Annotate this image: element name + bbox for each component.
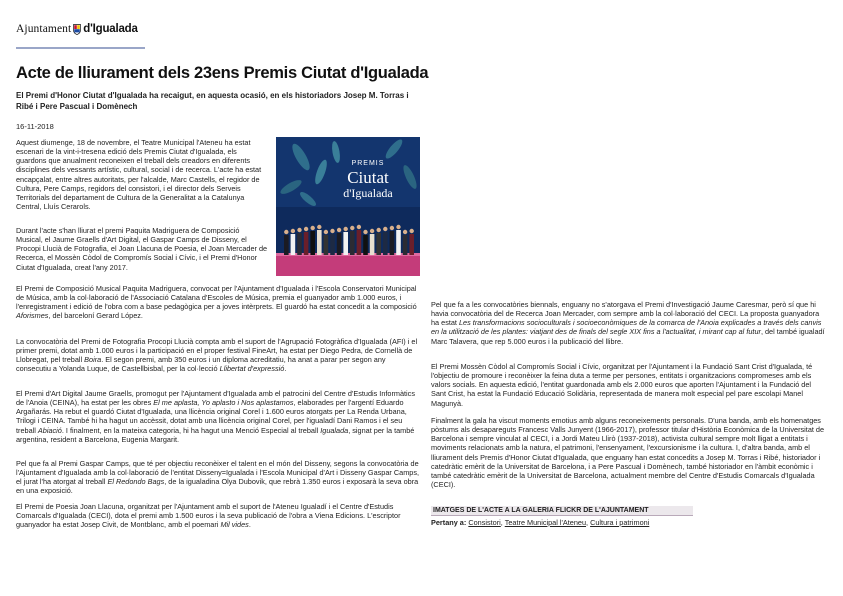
photo-banner-line3: d'Igualada	[343, 186, 393, 200]
photo-person-head	[344, 227, 348, 231]
logo-text-ajuntament: Ajuntament	[16, 23, 72, 35]
photo-person-body	[291, 234, 296, 255]
photo-person-head	[291, 229, 295, 233]
article-paragraph: Finalment la gala ha viscut moments emotius amb alguns reconeixements personals. D'una banda, amb els homenatges pòstums als desapareguts Francesc Valls Junyent (1966-2017), professor titular d'Història Econòmica de la Universitat de Barcelona i sempre vinculat al CECI, i a Jordi Mateu Llirò (1937-2018), activista cultural sempre molt lligat a entitats i moviments relacionats amb la natura, el patrimoni, l'ensenyament, l'excursionisme i la cultura. I, d'altra banda, amb el lliurament dels Premis d'Honor Ciutat d'Igualada, que enguany han estat concedits a Josep M. Torras i Ribé, historiador i catedràtic emèrit de la Universitat de Barcelona, i a Pere Pascual i Domènech, també historiador en l'àmbit econòmic i també catedràtic emèrit de la Universitat de Barcelona, actualment membre del Centre d'Estudis Comarcals d'Igualada (CECI).	[431, 416, 825, 490]
photo-person-head	[390, 226, 394, 230]
photo-person-body	[376, 233, 381, 255]
photo-person-body	[304, 232, 309, 255]
photo-person-body	[343, 232, 348, 255]
photo-banner-line2: Ciutat	[347, 168, 389, 187]
photo-person-body	[370, 234, 375, 255]
photo-person-body	[324, 235, 329, 255]
photo-person-body	[363, 235, 368, 255]
photo-person-head	[357, 225, 361, 229]
photo-person-head	[311, 226, 315, 230]
photo-person-body	[350, 231, 355, 255]
tag-link-teatre[interactable]: Teatre Municipal l'Ateneu	[504, 518, 587, 527]
category-tags: Pertany a: Consistori, Teatre Municipal l'Ateneu, Cultura i patrimoni	[431, 518, 650, 527]
photo-person-head	[324, 230, 328, 234]
article-paragraph: Pel que fa a les convocatòries biennals, enguany no s'atorgava el Premi d'Investigació Jaume Caresmar, però sí que hi havia convocatòria del de Recerca Joan Mercader, com sempre amb la col·laboració del CECI. La proposta guanyadora ha estat Les transformacions socioculturals i socioeconòmiques de la comarca de l'Anoia explicades a través dels canvis en la utilització de les plantes: viatjant des de finals del segle XIX fins a l'actualitat, i mirant cap al futur, del també igualadí Marc Talavera, que rep 5.000 euros i la publicació del llibre.	[431, 300, 825, 346]
photo-person-head	[297, 228, 301, 232]
photo-person-body	[310, 231, 315, 255]
photo-person-body	[284, 235, 289, 255]
header-divider	[16, 47, 145, 49]
photo-person-head	[350, 226, 354, 230]
logo-text-igualada: d'Igualada	[83, 23, 138, 35]
site-logo[interactable]	[16, 22, 138, 36]
article-paragraph: Pel que fa al Premi Gaspar Camps, que té per objectiu reconèixer el talent en el món del Disseny, segons la convocatòria de l'Ajuntament d'Igualada amb la col·laboració de l'entitat Disseny=Igualada i l'Escola Municipal d'Art i Disseny Gaspar Camps, el jurat l'ha atorgat al treball El Redondo Bags, de la igualadina Olya Dubovik, que rebrà 1.350 euros i exposarà la seva obra en una exposició.	[16, 459, 420, 496]
tag-link-cultura[interactable]: Cultura i patrimoni	[590, 518, 650, 527]
photo-person-body	[297, 233, 302, 255]
photo-person-head	[377, 228, 381, 232]
article-date: 16-11-2018	[16, 122, 54, 131]
photo-person-head	[383, 227, 387, 231]
photo-person-head	[317, 225, 321, 229]
photo-person-body	[390, 231, 395, 255]
article-paragraph: El Premi de Poesia Joan Llacuna, organitzat per l'Ajuntament amb el suport de l'Ateneu Igualadí i el Centre d'Estudis Comarcals d'Igualada (CECI), dota el premi amb 1.500 euros i la seva publicació de l'obra a Viena Edicions. L'escriptor guanyador ha estat Josep Civit, de Montblanc, amb el poemari Mil vides.	[16, 502, 401, 530]
photo-person-body	[357, 230, 362, 255]
photo-person-body	[317, 230, 322, 255]
photo-person-body	[403, 235, 408, 255]
photo-person-head	[304, 227, 308, 231]
photo-person-head	[330, 229, 334, 233]
flickr-gallery-link[interactable]: IMATGES DE L'ACTE A LA GALERIA FLICKR DE L'AJUNTAMENT	[431, 506, 693, 516]
photo-banner-line1: PREMIS	[351, 160, 385, 167]
photo-person-head	[284, 230, 288, 234]
photo-person-head	[363, 230, 367, 234]
photo-person-head	[410, 229, 414, 233]
article-paragraph: Durant l'acte s'han lliurat el premi Paquita Madriguera de Composició Musical, el Jaume Graells d'Art Digital, el Gaspar Camps de Disseny, el Procopi Llucià de Fotografia, el Joan Llacuna de Poesia, el Joan Mercader de Recerca, el Mossèn Còdol de Compromís Social i Cívic, i el Premi d'Honor Ciutat d'Igualada, creat l'any 2017.	[16, 226, 268, 272]
article-paragraph: El Premi Mossèn Còdol al Compromís Social i Cívic, organitzat per l'Ajuntament i la Fundació Sant Crist d'Igualada, té l'objectiu de promoure i reconèixer la feina duta a terme per persones, entitats i organitzacions compromeses amb els valors socials. En aquesta edició, l'entitat guardonada amb els 2.000 euros que aporten l'Ajuntament i la Fundació del Sant Crist, ha estat la Fundació Educació Solidària, representada de manera molt especial pel pare escolapi Manel Magunyà.	[431, 362, 813, 408]
photo-person-body	[409, 234, 414, 255]
photo-person-head	[370, 229, 374, 233]
tags-prefix: Pertany a:	[431, 518, 467, 527]
photo-person-body	[337, 233, 342, 255]
tag-link-consistori[interactable]: Consistori	[468, 518, 501, 527]
photo-person-head	[396, 225, 400, 229]
photo-person-body	[330, 234, 335, 255]
photo-person-body	[396, 230, 401, 255]
article-paragraph: El Premi d'Art Digital Jaume Graells, promogut per l'Ajuntament d'Igualada amb el patrocini del Centre d'Estudis Informàtics de l'Anoia (CEINA), ha estat per les obres El me aplasta, Yo aplasto i Nos aplastamos, elaborades per l'argentí Eduardo Argañarás. Ha rebut el guardó Ciutat d'Igualada, una llicència original Corel i 1.600 euros atorgats per La Renda Urbana, Trilogi i CEINA. També hi ha hagut un accèssit, dotat amb una llicència original Corel, per l'igualadí Dani Ramos i el seu treball Abiació. I finalment, en la mateixa categoria, hi ha hagut una Menció Especial al treball Igualada, signat per la també argentina, resident a Barcelona, Eugenia Margarit.	[16, 389, 415, 444]
article-paragraph: El Premi de Composició Musical Paquita Madriguera, convocat per l'Ajuntament d'Igualada i l'Escola Conservatori Municipal de Música, amb la col·laboració de l'Associació Catalana d'Escoles de Música, premia el guanyador amb 1.000 euros, i l'enregistrament i edició de l'obra com a base pedagògica per a joves intèrprets. El guardó ha estat concedit a la composició Aforismes, del barceloní Gerard López.	[16, 284, 417, 321]
coat-of-arms-icon	[73, 24, 81, 35]
photo-person-head	[403, 230, 407, 234]
event-photo-graphic	[276, 137, 420, 276]
article-paragraph: Aquest diumenge, 18 de novembre, el Teatre Municipal l'Ateneu ha estat escenari de la vint-i-tresena edició dels Premis Ciutat d'Igualada, els guardons que anualment reconeixen el treball dels creadors en diferents disciplines dels vessants artístic, cultural, social i de recerca. L'acte ha estat encapçalat, entre altres autoritats, per l'alcalde, Marc Castells, el regidor de Cultura, Pere Camps, regidors del consistori, i el director dels Serveis Territorials del departament de Cultura de la Generalitat a la Catalunya Central, Lluís Cerarols.	[16, 138, 262, 212]
photo-person-body	[383, 232, 388, 255]
article-paragraph: La convocatòria del Premi de Fotografia Procopi Llucià compta amb el suport de l'Agrupació Fotogràfica d'Igualada (AFI) i el primer premi, dotat amb 1.000 euros i la participació en el proper festival FineArt, ha estat per Diego Pedra, de Cornellà de Llobregat, pel treball Boira. El segon premi, amb 350 euros i un diploma acreditatiu, ha anat a parar per segon any consecutiu a Yolanda Luque, de Castellbisbal, per la col·lecció Llibertat d'expressió.	[16, 337, 418, 374]
photo-person-head	[337, 228, 341, 232]
event-photo	[276, 137, 420, 276]
page-title: Acte de lliurament dels 23ens Premis Ciutat d'Igualada	[16, 64, 429, 82]
article-lead: El Premi d'Honor Ciutat d'Igualada ha recaigut, en aquesta ocasió, en els historiadors Josep M. Torras i Ribé i Pere Pascual i Domènech	[16, 91, 409, 111]
